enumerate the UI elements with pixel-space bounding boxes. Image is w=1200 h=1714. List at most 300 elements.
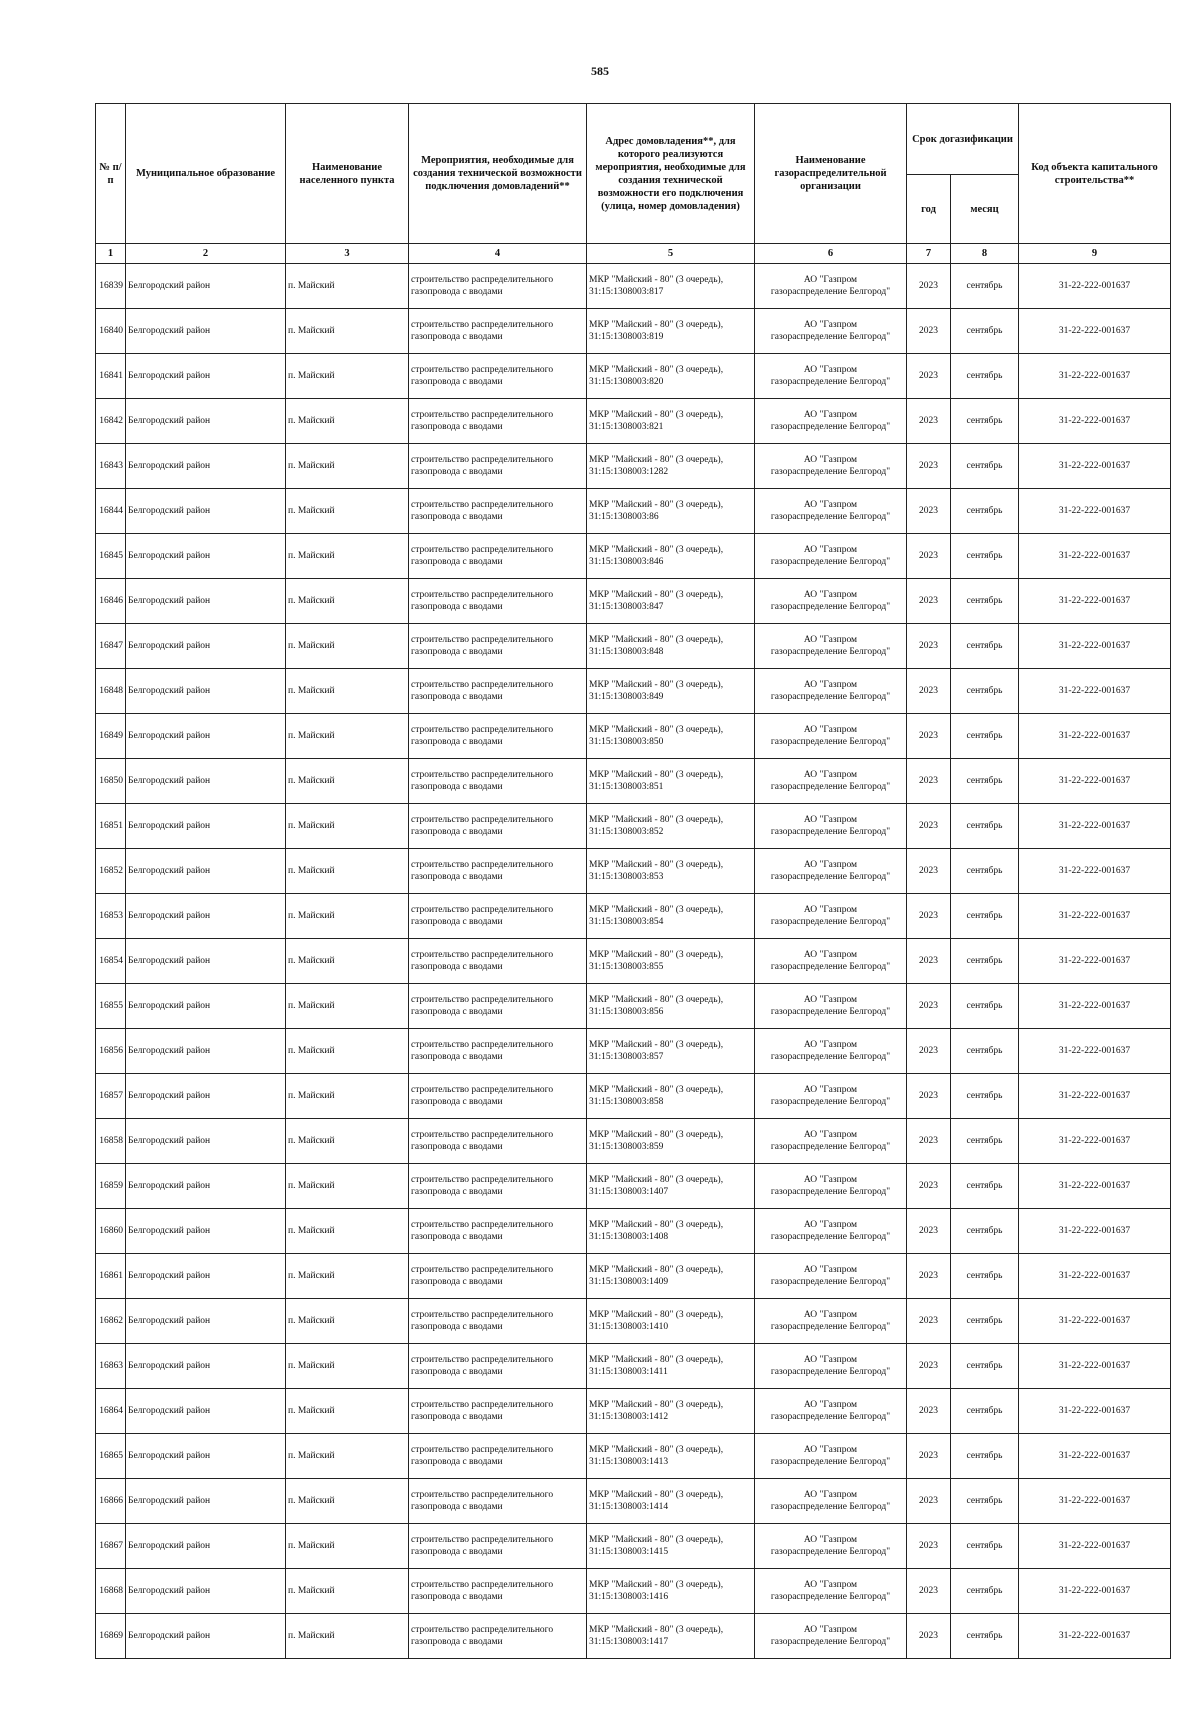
locality-cell: п. Майский bbox=[286, 1164, 409, 1209]
organization-cell-line: газораспределение Белгород" bbox=[770, 917, 891, 927]
locality-cell: п. Майский bbox=[286, 1254, 409, 1299]
column-number: 6 bbox=[755, 244, 907, 264]
activity-cell-line: строительство распределительного bbox=[411, 635, 554, 645]
municipality-cell: Белгородский район bbox=[126, 1569, 286, 1614]
organization-cell-line: АО "Газпром bbox=[803, 905, 858, 915]
municipality-cell: Белгородский район bbox=[126, 1479, 286, 1524]
address-cell-line: МКР "Майский - 80" (3 очередь), bbox=[589, 950, 724, 960]
address-cell-line: МКР "Майский - 80" (3 очередь), bbox=[589, 275, 724, 285]
address-cell-line: 31:15:1308003:852 bbox=[589, 827, 664, 837]
locality-cell: п. Майский bbox=[286, 1344, 409, 1389]
organization-cell bbox=[755, 759, 907, 804]
activity-cell-line: газопровода с вводами bbox=[411, 467, 503, 477]
activity-cell bbox=[409, 309, 587, 354]
activity-cell-line: газопровода с вводами bbox=[411, 1142, 503, 1152]
column-number: 5 bbox=[587, 244, 755, 264]
municipality-cell: Белгородский район bbox=[126, 1614, 286, 1659]
municipality-cell: Белгородский район bbox=[126, 1299, 286, 1344]
organization-cell bbox=[755, 1344, 907, 1389]
address-cell-line: 31:15:1308003:1412 bbox=[589, 1412, 669, 1422]
organization-cell-line: газораспределение Белгород" bbox=[770, 602, 891, 612]
activity-cell-line: строительство распределительного bbox=[411, 1355, 554, 1365]
municipality-cell: Белгородский район bbox=[126, 849, 286, 894]
organization-cell bbox=[755, 354, 907, 399]
organization-cell-line: газораспределение Белгород" bbox=[770, 1277, 891, 1287]
municipality-cell: Белгородский район bbox=[126, 1209, 286, 1254]
row-number: 16867 bbox=[96, 1524, 126, 1569]
row-number: 16865 bbox=[96, 1434, 126, 1479]
address-cell bbox=[587, 489, 755, 534]
activity-cell-line: газопровода с вводами bbox=[411, 602, 503, 612]
month-cell: сентябрь bbox=[951, 1569, 1019, 1614]
table-row bbox=[96, 1389, 1171, 1434]
municipality-cell: Белгородский район bbox=[126, 939, 286, 984]
month-cell: сентябрь bbox=[951, 894, 1019, 939]
activity-cell bbox=[409, 804, 587, 849]
header-month: месяц bbox=[951, 175, 1019, 244]
locality-cell: п. Майский bbox=[286, 1524, 409, 1569]
address-cell bbox=[587, 1569, 755, 1614]
address-cell bbox=[587, 309, 755, 354]
activity-cell-line: газопровода с вводами bbox=[411, 332, 503, 342]
municipality-cell: Белгородский район bbox=[126, 1029, 286, 1074]
code-cell: 31-22-222-001637 bbox=[1019, 264, 1171, 309]
row-number: 16858 bbox=[96, 1119, 126, 1164]
address-cell bbox=[587, 1074, 755, 1119]
year-cell: 2023 bbox=[907, 1479, 951, 1524]
year-cell: 2023 bbox=[907, 804, 951, 849]
activity-cell-line: строительство распределительного bbox=[411, 995, 554, 1005]
address-cell-line: 31:15:1308003:1408 bbox=[589, 1232, 669, 1242]
organization-cell-line: газораспределение Белгород" bbox=[770, 512, 891, 522]
municipality-cell: Белгородский район bbox=[126, 1074, 286, 1119]
year-cell: 2023 bbox=[907, 1614, 951, 1659]
address-cell bbox=[587, 534, 755, 579]
locality-cell: п. Майский bbox=[286, 1479, 409, 1524]
year-cell: 2023 bbox=[907, 1029, 951, 1074]
activity-cell-line: газопровода с вводами bbox=[411, 962, 503, 972]
row-number: 16852 bbox=[96, 849, 126, 894]
activity-cell bbox=[409, 624, 587, 669]
table-body bbox=[96, 264, 1171, 1659]
year-cell: 2023 bbox=[907, 264, 951, 309]
municipality-cell: Белгородский район bbox=[126, 1434, 286, 1479]
activity-cell bbox=[409, 489, 587, 534]
address-cell-line: 31:15:1308003:851 bbox=[589, 782, 664, 792]
organization-cell bbox=[755, 1074, 907, 1119]
month-cell: сентябрь bbox=[951, 1254, 1019, 1299]
table-row bbox=[96, 534, 1171, 579]
address-cell bbox=[587, 354, 755, 399]
municipality-cell: Белгородский район bbox=[126, 309, 286, 354]
code-cell: 31-22-222-001637 bbox=[1019, 669, 1171, 714]
organization-cell bbox=[755, 1119, 907, 1164]
activity-cell-line: строительство распределительного bbox=[411, 1580, 554, 1590]
code-cell: 31-22-222-001637 bbox=[1019, 624, 1171, 669]
organization-cell-line: АО "Газпром bbox=[803, 1040, 858, 1050]
activity-cell-line: строительство распределительного bbox=[411, 365, 554, 375]
column-number: 1 bbox=[96, 244, 126, 264]
locality-cell: п. Майский bbox=[286, 1389, 409, 1434]
address-cell-line: МКР "Майский - 80" (3 очередь), bbox=[589, 1310, 724, 1320]
table-row bbox=[96, 624, 1171, 669]
header-code: Код объекта капитального строительства** bbox=[1019, 104, 1171, 244]
activity-cell-line: строительство распределительного bbox=[411, 860, 554, 870]
column-numbers-row bbox=[96, 244, 1171, 264]
code-cell: 31-22-222-001637 bbox=[1019, 354, 1171, 399]
address-cell bbox=[587, 849, 755, 894]
header-activities: Мероприятия, необходимые для создания технической возможности подключения домовладений** bbox=[409, 104, 587, 244]
table-row bbox=[96, 399, 1171, 444]
activity-cell-line: строительство распределительного bbox=[411, 1040, 554, 1050]
organization-cell-line: АО "Газпром bbox=[803, 725, 858, 735]
organization-cell bbox=[755, 444, 907, 489]
table-row bbox=[96, 354, 1171, 399]
year-cell: 2023 bbox=[907, 309, 951, 354]
table-row bbox=[96, 984, 1171, 1029]
activity-cell bbox=[409, 264, 587, 309]
code-cell: 31-22-222-001637 bbox=[1019, 399, 1171, 444]
activity-cell bbox=[409, 849, 587, 894]
organization-cell-line: АО "Газпром bbox=[803, 545, 858, 555]
code-cell: 31-22-222-001637 bbox=[1019, 1164, 1171, 1209]
table-row bbox=[96, 579, 1171, 624]
activity-cell bbox=[409, 1164, 587, 1209]
locality-cell: п. Майский bbox=[286, 1299, 409, 1344]
activity-cell-line: газопровода с вводами bbox=[411, 1502, 503, 1512]
month-cell: сентябрь bbox=[951, 1119, 1019, 1164]
table-row bbox=[96, 894, 1171, 939]
year-cell: 2023 bbox=[907, 1389, 951, 1434]
month-cell: сентябрь bbox=[951, 309, 1019, 354]
activity-cell-line: строительство распределительного bbox=[411, 1535, 554, 1545]
address-cell-line: МКР "Майский - 80" (3 очередь), bbox=[589, 635, 724, 645]
organization-cell-line: АО "Газпром bbox=[803, 1130, 858, 1140]
locality-cell: п. Майский bbox=[286, 354, 409, 399]
activity-cell-line: газопровода с вводами bbox=[411, 1097, 503, 1107]
row-number: 16845 bbox=[96, 534, 126, 579]
locality-cell: п. Майский bbox=[286, 309, 409, 354]
year-cell: 2023 bbox=[907, 1434, 951, 1479]
activity-cell bbox=[409, 1569, 587, 1614]
year-cell: 2023 bbox=[907, 759, 951, 804]
table-row bbox=[96, 1074, 1171, 1119]
row-number: 16849 bbox=[96, 714, 126, 759]
organization-cell-line: газораспределение Белгород" bbox=[770, 1367, 891, 1377]
address-cell-line: 31:15:1308003:853 bbox=[589, 872, 664, 882]
organization-cell bbox=[755, 1209, 907, 1254]
month-cell: сентябрь bbox=[951, 624, 1019, 669]
month-cell: сентябрь bbox=[951, 534, 1019, 579]
table-row bbox=[96, 1164, 1171, 1209]
month-cell: сентябрь bbox=[951, 1479, 1019, 1524]
organization-cell-line: АО "Газпром bbox=[803, 1400, 858, 1410]
activity-cell-line: газопровода с вводами bbox=[411, 827, 503, 837]
header-locality: Наименование населенного пункта bbox=[286, 104, 409, 244]
activity-cell-line: строительство распределительного bbox=[411, 950, 554, 960]
organization-cell-line: АО "Газпром bbox=[803, 1355, 858, 1365]
column-number: 9 bbox=[1019, 244, 1171, 264]
activity-cell bbox=[409, 1074, 587, 1119]
year-cell: 2023 bbox=[907, 624, 951, 669]
activity-cell bbox=[409, 1479, 587, 1524]
table-row bbox=[96, 1479, 1171, 1524]
activity-cell-line: строительство распределительного bbox=[411, 725, 554, 735]
locality-cell: п. Майский bbox=[286, 714, 409, 759]
activity-cell-line: строительство распределительного bbox=[411, 410, 554, 420]
address-cell bbox=[587, 1254, 755, 1299]
code-cell: 31-22-222-001637 bbox=[1019, 759, 1171, 804]
locality-cell: п. Майский bbox=[286, 1569, 409, 1614]
activity-cell-line: газопровода с вводами bbox=[411, 1592, 503, 1602]
locality-cell: п. Майский bbox=[286, 759, 409, 804]
address-cell-line: МКР "Майский - 80" (3 очередь), bbox=[589, 1220, 724, 1230]
address-cell-line: 31:15:1308003:819 bbox=[589, 332, 664, 342]
code-cell: 31-22-222-001637 bbox=[1019, 309, 1171, 354]
column-number: 8 bbox=[951, 244, 1019, 264]
month-cell: сентябрь bbox=[951, 759, 1019, 804]
organization-cell-line: АО "Газпром bbox=[803, 1310, 858, 1320]
activity-cell-line: газопровода с вводами bbox=[411, 1367, 503, 1377]
organization-cell-line: газораспределение Белгород" bbox=[770, 1007, 891, 1017]
code-cell: 31-22-222-001637 bbox=[1019, 1029, 1171, 1074]
month-cell: сентябрь bbox=[951, 1389, 1019, 1434]
locality-cell: п. Майский bbox=[286, 1614, 409, 1659]
year-cell: 2023 bbox=[907, 984, 951, 1029]
month-cell: сентябрь bbox=[951, 489, 1019, 534]
organization-cell-line: АО "Газпром bbox=[803, 1265, 858, 1275]
activity-cell-line: строительство распределительного bbox=[411, 320, 554, 330]
activity-cell bbox=[409, 399, 587, 444]
year-cell: 2023 bbox=[907, 444, 951, 489]
locality-cell: п. Майский bbox=[286, 669, 409, 714]
organization-cell-line: газораспределение Белгород" bbox=[770, 737, 891, 747]
year-cell: 2023 bbox=[907, 1299, 951, 1344]
activity-cell bbox=[409, 534, 587, 579]
activity-cell-line: строительство распределительного bbox=[411, 815, 554, 825]
address-cell bbox=[587, 624, 755, 669]
table-row bbox=[96, 489, 1171, 534]
address-cell-line: 31:15:1308003:1407 bbox=[589, 1187, 669, 1197]
row-number: 16857 bbox=[96, 1074, 126, 1119]
organization-cell-line: АО "Газпром bbox=[803, 590, 858, 600]
activity-cell-line: газопровода с вводами bbox=[411, 692, 503, 702]
address-cell-line: МКР "Майский - 80" (3 очередь), bbox=[589, 725, 724, 735]
year-cell: 2023 bbox=[907, 1254, 951, 1299]
code-cell: 31-22-222-001637 bbox=[1019, 579, 1171, 624]
address-cell bbox=[587, 444, 755, 489]
address-cell bbox=[587, 804, 755, 849]
table-row bbox=[96, 1569, 1171, 1614]
locality-cell: п. Майский bbox=[286, 399, 409, 444]
organization-cell-line: газораспределение Белгород" bbox=[770, 422, 891, 432]
organization-cell-line: АО "Газпром bbox=[803, 635, 858, 645]
activity-cell-line: газопровода с вводами bbox=[411, 557, 503, 567]
row-number: 16856 bbox=[96, 1029, 126, 1074]
activity-cell-line: газопровода с вводами bbox=[411, 872, 503, 882]
organization-cell bbox=[755, 939, 907, 984]
locality-cell: п. Майский bbox=[286, 1119, 409, 1164]
organization-cell-line: газораспределение Белгород" bbox=[770, 467, 891, 477]
address-cell bbox=[587, 1479, 755, 1524]
address-cell bbox=[587, 264, 755, 309]
address-cell bbox=[587, 1209, 755, 1254]
activity-cell bbox=[409, 1389, 587, 1434]
month-cell: сентябрь bbox=[951, 1344, 1019, 1389]
organization-cell-line: газораспределение Белгород" bbox=[770, 827, 891, 837]
column-number: 4 bbox=[409, 244, 587, 264]
activity-cell-line: строительство распределительного bbox=[411, 1130, 554, 1140]
activity-cell-line: строительство распределительного bbox=[411, 905, 554, 915]
organization-cell-line: газораспределение Белгород" bbox=[770, 1637, 891, 1647]
table-row bbox=[96, 309, 1171, 354]
activity-cell bbox=[409, 1209, 587, 1254]
column-number: 2 bbox=[126, 244, 286, 264]
code-cell: 31-22-222-001637 bbox=[1019, 534, 1171, 579]
header-municipality: Муниципальное образование bbox=[126, 104, 286, 244]
year-cell: 2023 bbox=[907, 399, 951, 444]
row-number: 16847 bbox=[96, 624, 126, 669]
month-cell: сентябрь bbox=[951, 1434, 1019, 1479]
month-cell: сентябрь bbox=[951, 399, 1019, 444]
row-number: 16850 bbox=[96, 759, 126, 804]
table-row bbox=[96, 1029, 1171, 1074]
code-cell: 31-22-222-001637 bbox=[1019, 1389, 1171, 1434]
table-row bbox=[96, 444, 1171, 489]
address-cell-line: 31:15:1308003:856 bbox=[589, 1007, 664, 1017]
table-row bbox=[96, 1119, 1171, 1164]
activity-cell-line: строительство распределительного bbox=[411, 680, 554, 690]
activity-cell-line: строительство распределительного bbox=[411, 500, 554, 510]
address-cell-line: МКР "Майский - 80" (3 очередь), bbox=[589, 500, 724, 510]
row-number: 16862 bbox=[96, 1299, 126, 1344]
activity-cell-line: газопровода с вводами bbox=[411, 647, 503, 657]
locality-cell: п. Майский bbox=[286, 1074, 409, 1119]
activity-cell-line: газопровода с вводами bbox=[411, 1007, 503, 1017]
activity-cell bbox=[409, 714, 587, 759]
month-cell: сентябрь bbox=[951, 714, 1019, 759]
address-cell-line: МКР "Майский - 80" (3 очередь), bbox=[589, 1445, 724, 1455]
activity-cell-line: строительство распределительного bbox=[411, 1085, 554, 1095]
organization-cell-line: газораспределение Белгород" bbox=[770, 1052, 891, 1062]
address-cell-line: МКР "Майский - 80" (3 очередь), bbox=[589, 320, 724, 330]
activity-cell-line: газопровода с вводами bbox=[411, 737, 503, 747]
organization-cell bbox=[755, 624, 907, 669]
organization-cell-line: газораспределение Белгород" bbox=[770, 692, 891, 702]
year-cell: 2023 bbox=[907, 894, 951, 939]
address-cell-line: 31:15:1308003:1414 bbox=[589, 1502, 669, 1512]
code-cell: 31-22-222-001637 bbox=[1019, 1299, 1171, 1344]
locality-cell: п. Майский bbox=[286, 264, 409, 309]
organization-cell bbox=[755, 1029, 907, 1074]
activity-cell-line: газопровода с вводами bbox=[411, 1412, 503, 1422]
municipality-cell: Белгородский район bbox=[126, 894, 286, 939]
month-cell: сентябрь bbox=[951, 1074, 1019, 1119]
municipality-cell: Белгородский район bbox=[126, 1254, 286, 1299]
month-cell: сентябрь bbox=[951, 849, 1019, 894]
organization-cell-line: газораспределение Белгород" bbox=[770, 332, 891, 342]
month-cell: сентябрь bbox=[951, 444, 1019, 489]
address-cell-line: МКР "Майский - 80" (3 очередь), bbox=[589, 590, 724, 600]
month-cell: сентябрь bbox=[951, 1029, 1019, 1074]
municipality-cell: Белгородский район bbox=[126, 399, 286, 444]
address-cell-line: МКР "Майский - 80" (3 очередь), bbox=[589, 1580, 724, 1590]
locality-cell: п. Майский bbox=[286, 444, 409, 489]
address-cell bbox=[587, 579, 755, 624]
municipality-cell: Белгородский район bbox=[126, 489, 286, 534]
table-row bbox=[96, 804, 1171, 849]
month-cell: сентябрь bbox=[951, 669, 1019, 714]
organization-cell-line: АО "Газпром bbox=[803, 1580, 858, 1590]
organization-cell bbox=[755, 1569, 907, 1614]
activity-cell bbox=[409, 1029, 587, 1074]
code-cell: 31-22-222-001637 bbox=[1019, 444, 1171, 489]
activity-cell-line: газопровода с вводами bbox=[411, 377, 503, 387]
address-cell bbox=[587, 1164, 755, 1209]
code-cell: 31-22-222-001637 bbox=[1019, 1254, 1171, 1299]
organization-cell bbox=[755, 714, 907, 759]
organization-cell bbox=[755, 1524, 907, 1569]
organization-cell-line: АО "Газпром bbox=[803, 1625, 858, 1635]
municipality-cell: Белгородский район bbox=[126, 534, 286, 579]
column-number: 7 bbox=[907, 244, 951, 264]
municipality-cell: Белгородский район bbox=[126, 624, 286, 669]
address-cell-line: МКР "Майский - 80" (3 очередь), bbox=[589, 1400, 724, 1410]
address-cell-line: МКР "Майский - 80" (3 очередь), bbox=[589, 1355, 724, 1365]
activity-cell-line: строительство распределительного bbox=[411, 275, 554, 285]
organization-cell-line: газораспределение Белгород" bbox=[770, 1502, 891, 1512]
address-cell-line: МКР "Майский - 80" (3 очередь), bbox=[589, 1040, 724, 1050]
locality-cell: п. Майский bbox=[286, 534, 409, 579]
organization-cell-line: АО "Газпром bbox=[803, 500, 858, 510]
table-row bbox=[96, 1614, 1171, 1659]
activity-cell-line: строительство распределительного bbox=[411, 770, 554, 780]
activity-cell-line: строительство распределительного bbox=[411, 455, 554, 465]
table-row bbox=[96, 1299, 1171, 1344]
header-num: № п/п bbox=[96, 104, 126, 244]
activity-cell-line: газопровода с вводами bbox=[411, 1547, 503, 1557]
address-cell-line: 31:15:1308003:850 bbox=[589, 737, 664, 747]
locality-cell: п. Майский bbox=[286, 1029, 409, 1074]
row-number: 16861 bbox=[96, 1254, 126, 1299]
code-cell: 31-22-222-001637 bbox=[1019, 489, 1171, 534]
month-cell: сентябрь bbox=[951, 1209, 1019, 1254]
organization-cell-line: АО "Газпром bbox=[803, 1445, 858, 1455]
address-cell-line: МКР "Майский - 80" (3 очередь), bbox=[589, 680, 724, 690]
municipality-cell: Белгородский район bbox=[126, 579, 286, 624]
organization-cell-line: АО "Газпром bbox=[803, 950, 858, 960]
organization-cell-line: газораспределение Белгород" bbox=[770, 1547, 891, 1557]
month-cell: сентябрь bbox=[951, 1614, 1019, 1659]
organization-cell-line: газораспределение Белгород" bbox=[770, 377, 891, 387]
code-cell: 31-22-222-001637 bbox=[1019, 849, 1171, 894]
organization-cell-line: газораспределение Белгород" bbox=[770, 287, 891, 297]
address-cell-line: 31:15:1308003:1417 bbox=[589, 1637, 669, 1647]
row-number: 16854 bbox=[96, 939, 126, 984]
address-cell-line: МКР "Майский - 80" (3 очередь), bbox=[589, 1265, 724, 1275]
month-cell: сентябрь bbox=[951, 1164, 1019, 1209]
code-cell: 31-22-222-001637 bbox=[1019, 1434, 1171, 1479]
address-cell bbox=[587, 399, 755, 444]
locality-cell: п. Майский bbox=[286, 939, 409, 984]
month-cell: сентябрь bbox=[951, 804, 1019, 849]
table-row bbox=[96, 759, 1171, 804]
municipality-cell: Белгородский район bbox=[126, 759, 286, 804]
activity-cell-line: строительство распределительного bbox=[411, 1310, 554, 1320]
organization-cell bbox=[755, 894, 907, 939]
table-row bbox=[96, 264, 1171, 309]
organization-cell bbox=[755, 984, 907, 1029]
